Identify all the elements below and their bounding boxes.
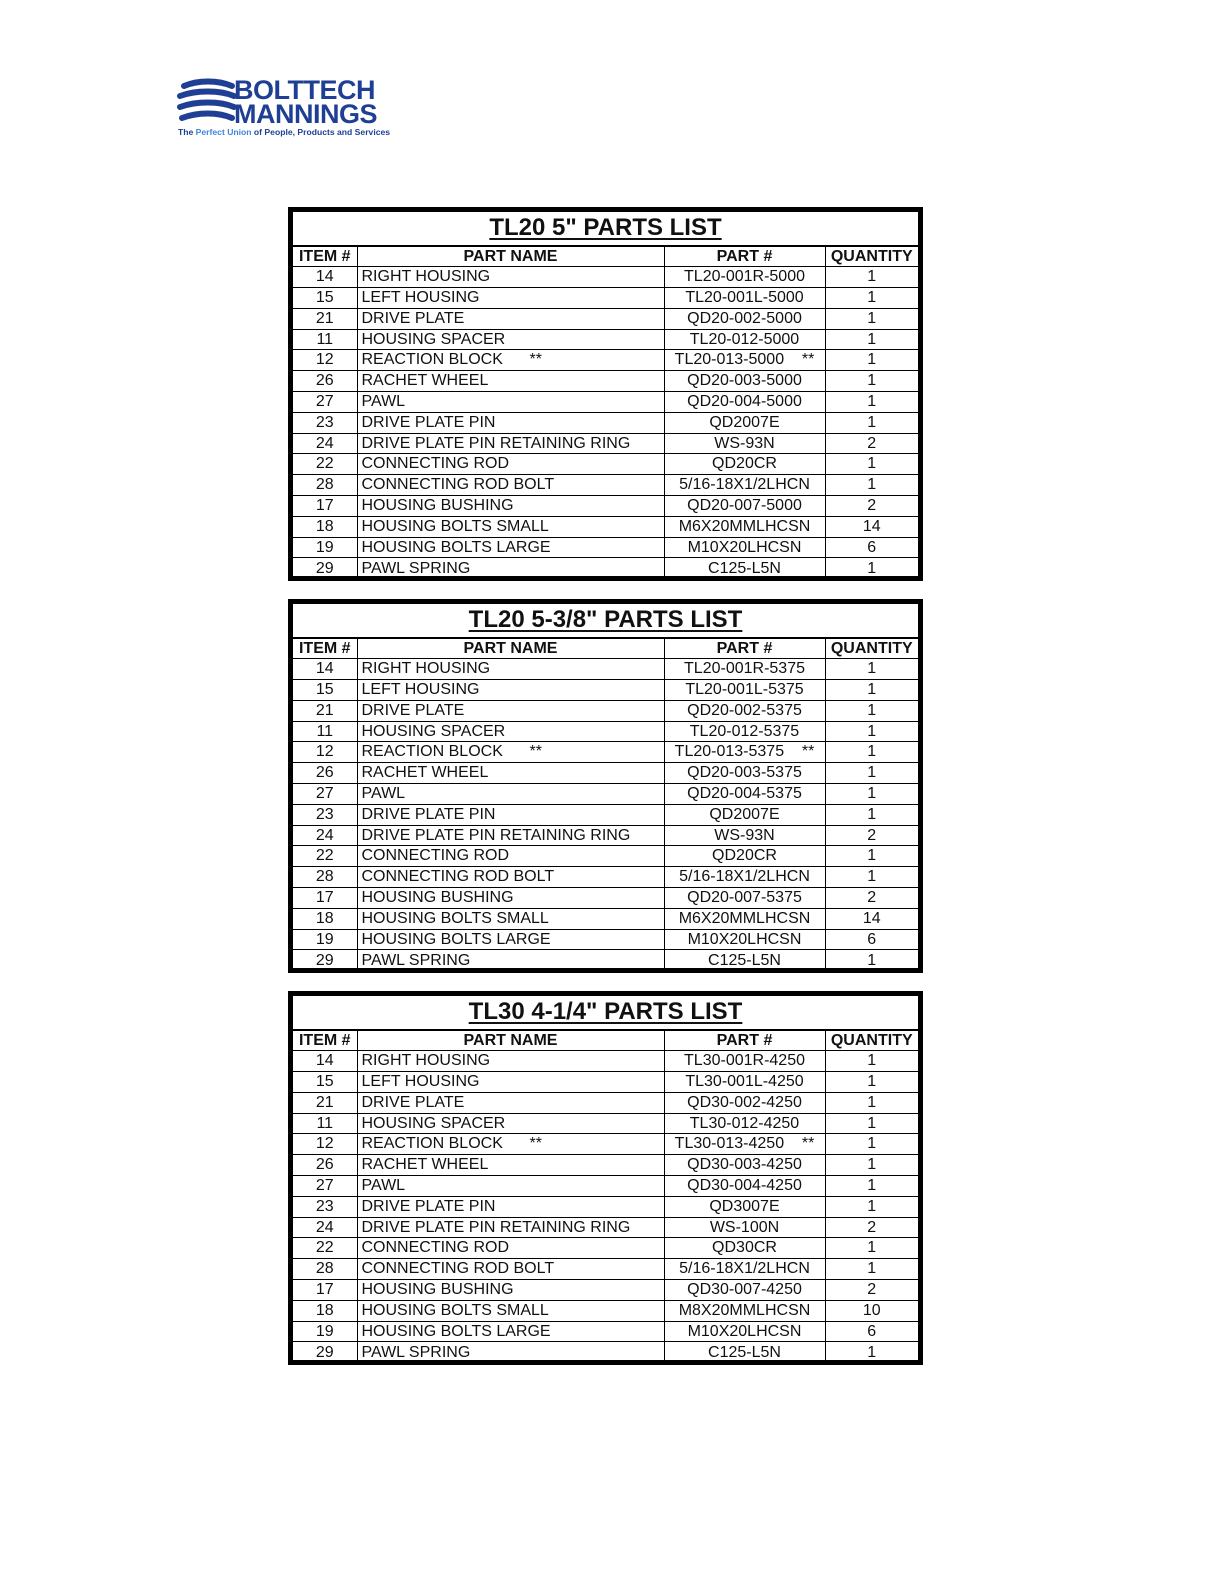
table-row [293, 329, 918, 350]
part-name-cell: DRIVE PLATE PIN RETAINING RING [357, 433, 664, 454]
part-name-cell: CONNECTING ROD [357, 846, 664, 867]
header-row [293, 246, 918, 267]
quantity-cell: 1 [825, 454, 918, 475]
item-number-cell: 21 [293, 700, 357, 721]
table-row [293, 888, 918, 909]
quantity-cell: 2 [825, 1280, 918, 1301]
quantity-cell: 1 [825, 267, 918, 288]
part-number-cell: QD30CR [664, 1238, 825, 1259]
item-number-cell: 22 [293, 1238, 357, 1259]
part-name-cell: PAWL [357, 784, 664, 805]
part-number-cell: QD20-004-5000 [664, 392, 825, 413]
item-number-cell: 28 [293, 475, 357, 496]
item-number-cell: 21 [293, 308, 357, 329]
table-row [293, 846, 918, 867]
part-number-cell: QD20-004-5375 [664, 784, 825, 805]
table-row [293, 496, 918, 517]
quantity-cell: 1 [825, 1113, 918, 1134]
table-row [293, 1072, 918, 1093]
part-name-cell: HOUSING BOLTS LARGE [357, 1321, 664, 1342]
table-row [293, 267, 918, 288]
part-name-cell: CONNECTING ROD [357, 1238, 664, 1259]
part-number-cell: TL30-012-4250 [664, 1113, 825, 1134]
part-number-cell: 5/16-18X1/2LHCN [664, 867, 825, 888]
item-number-cell: 14 [293, 267, 357, 288]
quantity-cell: 1 [825, 1238, 918, 1259]
part-name-cell: REACTION BLOCK ** [357, 742, 664, 763]
quantity-cell: 1 [825, 1342, 918, 1363]
item-number-cell: 18 [293, 516, 357, 537]
quantity-cell: 6 [825, 537, 918, 558]
table-row [293, 867, 918, 888]
quantity-cell: 2 [825, 888, 918, 909]
table-row [293, 288, 918, 309]
part-number-cell: TL20-001R-5000 [664, 267, 825, 288]
quantity-cell: 14 [825, 908, 918, 929]
item-number-cell: 29 [293, 950, 357, 971]
item-number-cell: 22 [293, 846, 357, 867]
part-number-cell: C125-L5N [664, 950, 825, 971]
part-number-cell: M8X20MMLHCSN [664, 1300, 825, 1321]
part-name-cell: REACTION BLOCK ** [357, 1134, 664, 1155]
part-number-cell: QD3007E [664, 1196, 825, 1217]
item-number-cell: 27 [293, 1176, 357, 1197]
logo-wordmark-line2: MANNINGS [234, 99, 377, 129]
item-number-cell: 11 [293, 721, 357, 742]
part-number-cell: QD30-004-4250 [664, 1176, 825, 1197]
quantity-cell: 1 [825, 1092, 918, 1113]
quantity-cell: 1 [825, 1051, 918, 1072]
item-number-cell: 11 [293, 329, 357, 350]
table-row [293, 680, 918, 701]
item-number-cell: 14 [293, 659, 357, 680]
part-number-cell: WS-93N [664, 825, 825, 846]
part-name-cell: HOUSING BUSHING [357, 888, 664, 909]
part-number-cell: WS-100N [664, 1217, 825, 1238]
table-row [293, 392, 918, 413]
quantity-cell: 1 [825, 558, 918, 579]
table-row [293, 1134, 918, 1155]
item-number-cell: 26 [293, 371, 357, 392]
parts-list-table [288, 599, 923, 973]
part-name-cell: HOUSING SPACER [357, 1113, 664, 1134]
quantity-cell: 1 [825, 659, 918, 680]
table-row [293, 908, 918, 929]
table-row [293, 804, 918, 825]
part-name-cell: DRIVE PLATE [357, 308, 664, 329]
part-name-cell: CONNECTING ROD [357, 454, 664, 475]
part-name-cell: PAWL SPRING [357, 558, 664, 579]
table-row [293, 784, 918, 805]
parts-grid [293, 1029, 918, 1363]
part-name-cell: RACHET WHEEL [357, 763, 664, 784]
quantity-cell: 1 [825, 412, 918, 433]
item-number-cell: 17 [293, 496, 357, 517]
item-number-cell: 26 [293, 763, 357, 784]
part-name-header: PART NAME [357, 638, 664, 659]
item-number-header: ITEM # [293, 1030, 357, 1051]
part-name-cell: DRIVE PLATE [357, 700, 664, 721]
part-name-cell: HOUSING BOLTS SMALL [357, 908, 664, 929]
item-number-cell: 23 [293, 804, 357, 825]
part-number-cell: QD20-003-5000 [664, 371, 825, 392]
part-name-cell: HOUSING BOLTS LARGE [357, 929, 664, 950]
part-number-cell: TL20-012-5000 [664, 329, 825, 350]
quantity-cell: 1 [825, 1072, 918, 1093]
part-number-cell: QD20CR [664, 846, 825, 867]
table-row [293, 1217, 918, 1238]
table-row [293, 763, 918, 784]
item-number-cell: 15 [293, 1072, 357, 1093]
part-name-cell: LEFT HOUSING [357, 1072, 664, 1093]
item-number-cell: 23 [293, 412, 357, 433]
part-name-cell: RIGHT HOUSING [357, 267, 664, 288]
table-row [293, 1092, 918, 1113]
part-number-cell: M6X20MMLHCSN [664, 516, 825, 537]
quantity-cell: 2 [825, 433, 918, 454]
item-number-cell: 15 [293, 288, 357, 309]
part-name-cell: DRIVE PLATE PIN [357, 412, 664, 433]
parts-list-table [288, 207, 923, 581]
part-number-cell: QD20-007-5375 [664, 888, 825, 909]
item-number-cell: 19 [293, 537, 357, 558]
item-number-cell: 28 [293, 867, 357, 888]
table-row [293, 1259, 918, 1280]
parts-list-title: TL20 5" PARTS LIST [489, 214, 722, 241]
part-name-cell: RACHET WHEEL [357, 371, 664, 392]
quantity-header: QUANTITY [825, 638, 918, 659]
item-number-cell: 12 [293, 1134, 357, 1155]
part-number-cell: QD20-007-5000 [664, 496, 825, 517]
item-number-cell: 24 [293, 1217, 357, 1238]
part-name-cell: HOUSING SPACER [357, 329, 664, 350]
table-row [293, 1155, 918, 1176]
quantity-cell: 1 [825, 721, 918, 742]
quantity-cell: 1 [825, 392, 918, 413]
part-number-cell: QD30-003-4250 [664, 1155, 825, 1176]
quantity-cell: 1 [825, 846, 918, 867]
table-row [293, 1300, 918, 1321]
item-number-cell: 14 [293, 1051, 357, 1072]
quantity-cell: 1 [825, 742, 918, 763]
part-number-cell: QD20-003-5375 [664, 763, 825, 784]
table-row [293, 371, 918, 392]
part-name-header: PART NAME [357, 1030, 664, 1051]
quantity-cell: 1 [825, 700, 918, 721]
logo-wordmark-line1: BOLTTECH [234, 75, 375, 105]
table-row [293, 721, 918, 742]
part-number-header: PART # [664, 1030, 825, 1051]
part-name-cell: RIGHT HOUSING [357, 659, 664, 680]
table-row [293, 412, 918, 433]
part-number-cell: QD30-002-4250 [664, 1092, 825, 1113]
part-number-cell: TL20-001L-5375 [664, 680, 825, 701]
header-row [293, 1030, 918, 1051]
part-number-cell: QD2007E [664, 412, 825, 433]
part-number-header: PART # [664, 246, 825, 267]
quantity-cell: 1 [825, 804, 918, 825]
part-name-cell: CONNECTING ROD BOLT [357, 475, 664, 496]
part-number-cell: TL20-001R-5375 [664, 659, 825, 680]
item-number-cell: 18 [293, 1300, 357, 1321]
table-row [293, 308, 918, 329]
logo-tagline: The Perfect Union of People, Products and Services [178, 127, 391, 137]
part-number-cell: TL20-013-5000 ** [664, 350, 825, 371]
table-row [293, 1280, 918, 1301]
part-name-cell: PAWL SPRING [357, 1342, 664, 1363]
part-number-cell: M6X20MMLHCSN [664, 908, 825, 929]
table-row [293, 1176, 918, 1197]
part-name-cell: DRIVE PLATE PIN RETAINING RING [357, 825, 664, 846]
item-number-header: ITEM # [293, 638, 357, 659]
part-name-cell: HOUSING BUSHING [357, 496, 664, 517]
quantity-header: QUANTITY [825, 1030, 918, 1051]
parts-list-title: TL20 5-3/8" PARTS LIST [468, 606, 743, 633]
quantity-cell: 1 [825, 475, 918, 496]
quantity-cell: 2 [825, 1217, 918, 1238]
table-row [293, 537, 918, 558]
table-row [293, 659, 918, 680]
part-name-cell: PAWL [357, 392, 664, 413]
quantity-cell: 1 [825, 308, 918, 329]
quantity-cell: 2 [825, 496, 918, 517]
quantity-cell: 1 [825, 371, 918, 392]
quantity-cell: 14 [825, 516, 918, 537]
quantity-cell: 1 [825, 1134, 918, 1155]
table-row [293, 350, 918, 371]
part-number-cell: 5/16-18X1/2LHCN [664, 475, 825, 496]
part-name-cell: CONNECTING ROD BOLT [357, 867, 664, 888]
part-name-cell: LEFT HOUSING [357, 288, 664, 309]
part-number-header: PART # [664, 638, 825, 659]
table-row [293, 1321, 918, 1342]
table-row [293, 1238, 918, 1259]
part-number-cell: QD2007E [664, 804, 825, 825]
item-number-cell: 12 [293, 350, 357, 371]
part-number-cell: QD20-002-5375 [664, 700, 825, 721]
part-name-cell: DRIVE PLATE PIN [357, 804, 664, 825]
part-name-header: PART NAME [357, 246, 664, 267]
table-row [293, 700, 918, 721]
part-name-cell: DRIVE PLATE PIN [357, 1196, 664, 1217]
parts-list-table [288, 991, 923, 1365]
item-number-cell: 18 [293, 908, 357, 929]
part-name-cell: DRIVE PLATE [357, 1092, 664, 1113]
item-number-cell: 29 [293, 558, 357, 579]
company-logo [176, 76, 416, 140]
item-number-cell: 15 [293, 680, 357, 701]
coil-spring-logo-icon [176, 78, 236, 128]
item-number-cell: 24 [293, 433, 357, 454]
item-number-cell: 11 [293, 1113, 357, 1134]
quantity-cell: 1 [825, 867, 918, 888]
part-name-cell: PAWL [357, 1176, 664, 1197]
table-row [293, 929, 918, 950]
header-row [293, 638, 918, 659]
table-row [293, 1051, 918, 1072]
item-number-cell: 22 [293, 454, 357, 475]
part-name-cell: HOUSING BOLTS SMALL [357, 1300, 664, 1321]
item-number-cell: 24 [293, 825, 357, 846]
part-name-cell: PAWL SPRING [357, 950, 664, 971]
table-row [293, 1342, 918, 1363]
part-number-cell: TL30-001R-4250 [664, 1051, 825, 1072]
quantity-cell: 1 [825, 1176, 918, 1197]
quantity-cell: 1 [825, 1196, 918, 1217]
table-row [293, 454, 918, 475]
part-name-cell: HOUSING BOLTS SMALL [357, 516, 664, 537]
quantity-header: QUANTITY [825, 246, 918, 267]
part-number-cell: M10X20LHCSN [664, 1321, 825, 1342]
item-number-cell: 19 [293, 1321, 357, 1342]
part-name-cell: DRIVE PLATE PIN RETAINING RING [357, 1217, 664, 1238]
part-number-cell: QD20CR [664, 454, 825, 475]
table-row [293, 950, 918, 971]
item-number-cell: 27 [293, 784, 357, 805]
item-number-header: ITEM # [293, 246, 357, 267]
part-number-cell: 5/16-18X1/2LHCN [664, 1259, 825, 1280]
part-number-cell: TL30-001L-4250 [664, 1072, 825, 1093]
part-number-cell: TL20-013-5375 ** [664, 742, 825, 763]
item-number-cell: 26 [293, 1155, 357, 1176]
part-number-cell: TL20-012-5375 [664, 721, 825, 742]
table-row [293, 475, 918, 496]
item-number-cell: 17 [293, 1280, 357, 1301]
quantity-cell: 1 [825, 350, 918, 371]
part-name-cell: HOUSING BUSHING [357, 1280, 664, 1301]
part-number-cell: M10X20LHCSN [664, 537, 825, 558]
quantity-cell: 1 [825, 950, 918, 971]
table-row [293, 558, 918, 579]
table-row [293, 742, 918, 763]
item-number-cell: 28 [293, 1259, 357, 1280]
part-name-cell: LEFT HOUSING [357, 680, 664, 701]
table-row [293, 825, 918, 846]
quantity-cell: 1 [825, 763, 918, 784]
quantity-cell: 1 [825, 329, 918, 350]
item-number-cell: 17 [293, 888, 357, 909]
table-row [293, 1113, 918, 1134]
item-number-cell: 21 [293, 1092, 357, 1113]
part-number-cell: TL30-013-4250 ** [664, 1134, 825, 1155]
table-row [293, 433, 918, 454]
part-number-cell: QD30-007-4250 [664, 1280, 825, 1301]
part-number-cell: WS-93N [664, 433, 825, 454]
item-number-cell: 19 [293, 929, 357, 950]
part-name-cell: CONNECTING ROD BOLT [357, 1259, 664, 1280]
part-name-cell: HOUSING SPACER [357, 721, 664, 742]
parts-grid [293, 637, 918, 971]
part-number-cell: M10X20LHCSN [664, 929, 825, 950]
item-number-cell: 23 [293, 1196, 357, 1217]
quantity-cell: 6 [825, 929, 918, 950]
parts-list-title: TL30 4-1/4" PARTS LIST [468, 998, 743, 1025]
part-name-cell: HOUSING BOLTS LARGE [357, 537, 664, 558]
part-number-cell: C125-L5N [664, 1342, 825, 1363]
part-number-cell: TL20-001L-5000 [664, 288, 825, 309]
item-number-cell: 29 [293, 1342, 357, 1363]
quantity-cell: 2 [825, 825, 918, 846]
quantity-cell: 1 [825, 1259, 918, 1280]
quantity-cell: 10 [825, 1300, 918, 1321]
parts-grid [293, 245, 918, 579]
table-row [293, 516, 918, 537]
part-number-cell: QD20-002-5000 [664, 308, 825, 329]
part-name-cell: RIGHT HOUSING [357, 1051, 664, 1072]
quantity-cell: 6 [825, 1321, 918, 1342]
quantity-cell: 1 [825, 1155, 918, 1176]
part-name-cell: RACHET WHEEL [357, 1155, 664, 1176]
quantity-cell: 1 [825, 288, 918, 309]
part-name-cell: REACTION BLOCK ** [357, 350, 664, 371]
table-row [293, 1196, 918, 1217]
part-number-cell: C125-L5N [664, 558, 825, 579]
item-number-cell: 27 [293, 392, 357, 413]
quantity-cell: 1 [825, 784, 918, 805]
item-number-cell: 12 [293, 742, 357, 763]
quantity-cell: 1 [825, 680, 918, 701]
